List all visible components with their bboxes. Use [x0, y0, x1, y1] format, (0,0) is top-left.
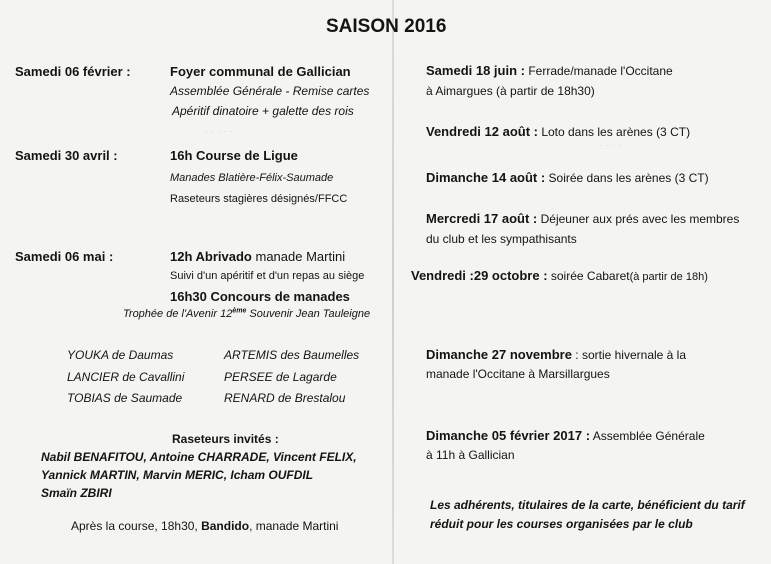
- trophy-part: Souvenir Jean Tauleigne: [246, 308, 371, 320]
- event-text: Assemblée Générale: [590, 429, 705, 443]
- event-time-note: (à partir de 18h): [629, 271, 708, 283]
- bull-name: RENARD de Brestalou: [224, 391, 346, 405]
- event-text: Soirée dans les arènes (3 CT): [545, 171, 709, 185]
- bull-name: LANCIER de Cavallini: [67, 370, 185, 384]
- bull-name: PERSEE de Lagarde: [224, 370, 337, 384]
- event-date: Vendredi :29 octobre :: [411, 268, 548, 283]
- event-detail: Apéritif dinatoire + galette des rois: [172, 104, 354, 118]
- event-date: Dimanche 14 août :: [426, 170, 546, 185]
- after-course-line: [71, 519, 338, 533]
- raseteur-line: Yannick MARTIN, Marvin MERIC, Icham OUFDIL: [41, 468, 314, 482]
- event-line: [426, 124, 690, 140]
- event-date: Vendredi 12 août :: [426, 124, 538, 139]
- after-text: Après la course, 18h30,: [71, 519, 202, 533]
- trophy-line: [123, 308, 370, 321]
- event-detail: du club et les sympathisants: [426, 232, 577, 246]
- event-line: [426, 170, 709, 186]
- trophy-part: Trophée de l'Avenir 12: [123, 308, 233, 320]
- event-detail: Manades Blatière-Félix-Saumade: [170, 172, 334, 184]
- event-date: Dimanche 05 février 2017 :: [426, 428, 591, 443]
- event-detail: manade l'Occitane à Marsillargues: [426, 367, 610, 381]
- event-detail: Suivi d'un apéritif et d'un repas au siège: [170, 270, 365, 282]
- raseteur-line: Nabil BENAFITOU, Antoine CHARRADE, Vincent FELIX,: [41, 450, 357, 464]
- members-note: réduit pour les courses organisées par le club: [430, 517, 693, 531]
- season-title: SAISON 2016: [326, 16, 447, 37]
- bleed-through-text: · · · · ·: [205, 126, 233, 137]
- after-bold: Bandido: [201, 519, 250, 533]
- event-detail: Raseteurs stagières désignés/FFCC: [170, 193, 348, 205]
- event-date: Samedi 18 juin :: [426, 63, 525, 78]
- event-text: soirée Cabaret: [547, 269, 630, 283]
- event-date: Samedi 30 avril :: [15, 148, 118, 163]
- event-line: [426, 347, 686, 363]
- bull-name: YOUKA de Daumas: [67, 348, 174, 362]
- event-title: Foyer communal de Gallician: [170, 64, 351, 79]
- members-note: Les adhérents, titulaires de la carte, bénéficient du tarif: [430, 498, 745, 512]
- event-title-bold: 12h Abrivado: [170, 249, 252, 264]
- event-line: [426, 428, 705, 444]
- event-line: [426, 211, 739, 227]
- event-text: Déjeuner aux prés avec les membres: [537, 212, 740, 226]
- event-line: [426, 63, 673, 79]
- event-date: Samedi 06 mai :: [15, 249, 114, 264]
- event-title: [170, 249, 345, 265]
- event-title: 16h30 Concours de manades: [170, 289, 350, 304]
- trophy-sup: ème: [232, 307, 247, 315]
- after-text: , manade Martini: [249, 519, 339, 533]
- event-text: : sortie hivernale à la: [571, 348, 687, 362]
- raseteur-line: Smaïn ZBIRI: [41, 486, 112, 500]
- event-date: Mercredi 17 août :: [426, 211, 538, 226]
- event-detail: Assemblée Générale - Remise cartes: [170, 84, 370, 98]
- event-date: Dimanche 27 novembre: [426, 347, 572, 362]
- event-date: Samedi 06 février :: [15, 64, 131, 79]
- event-title-rest: manade Martini: [251, 249, 346, 264]
- bleed-through-text: · · · ·: [600, 140, 622, 151]
- event-detail: à 11h à Gallician: [426, 448, 515, 462]
- event-line: [411, 268, 708, 284]
- event-text: Loto dans les arènes (3 CT): [537, 125, 691, 139]
- event-title: 16h Course de Ligue: [170, 148, 298, 163]
- bull-name: TOBIAS de Saumade: [67, 391, 183, 405]
- raseteurs-title: Raseteurs invités :: [172, 432, 279, 446]
- event-detail: à Aimargues (à partir de 18h30): [426, 84, 595, 98]
- page-fold-line: [392, 0, 394, 564]
- bull-name: ARTEMIS des Baumelles: [224, 348, 360, 362]
- event-text: Ferrade/manade l'Occitane: [524, 64, 673, 78]
